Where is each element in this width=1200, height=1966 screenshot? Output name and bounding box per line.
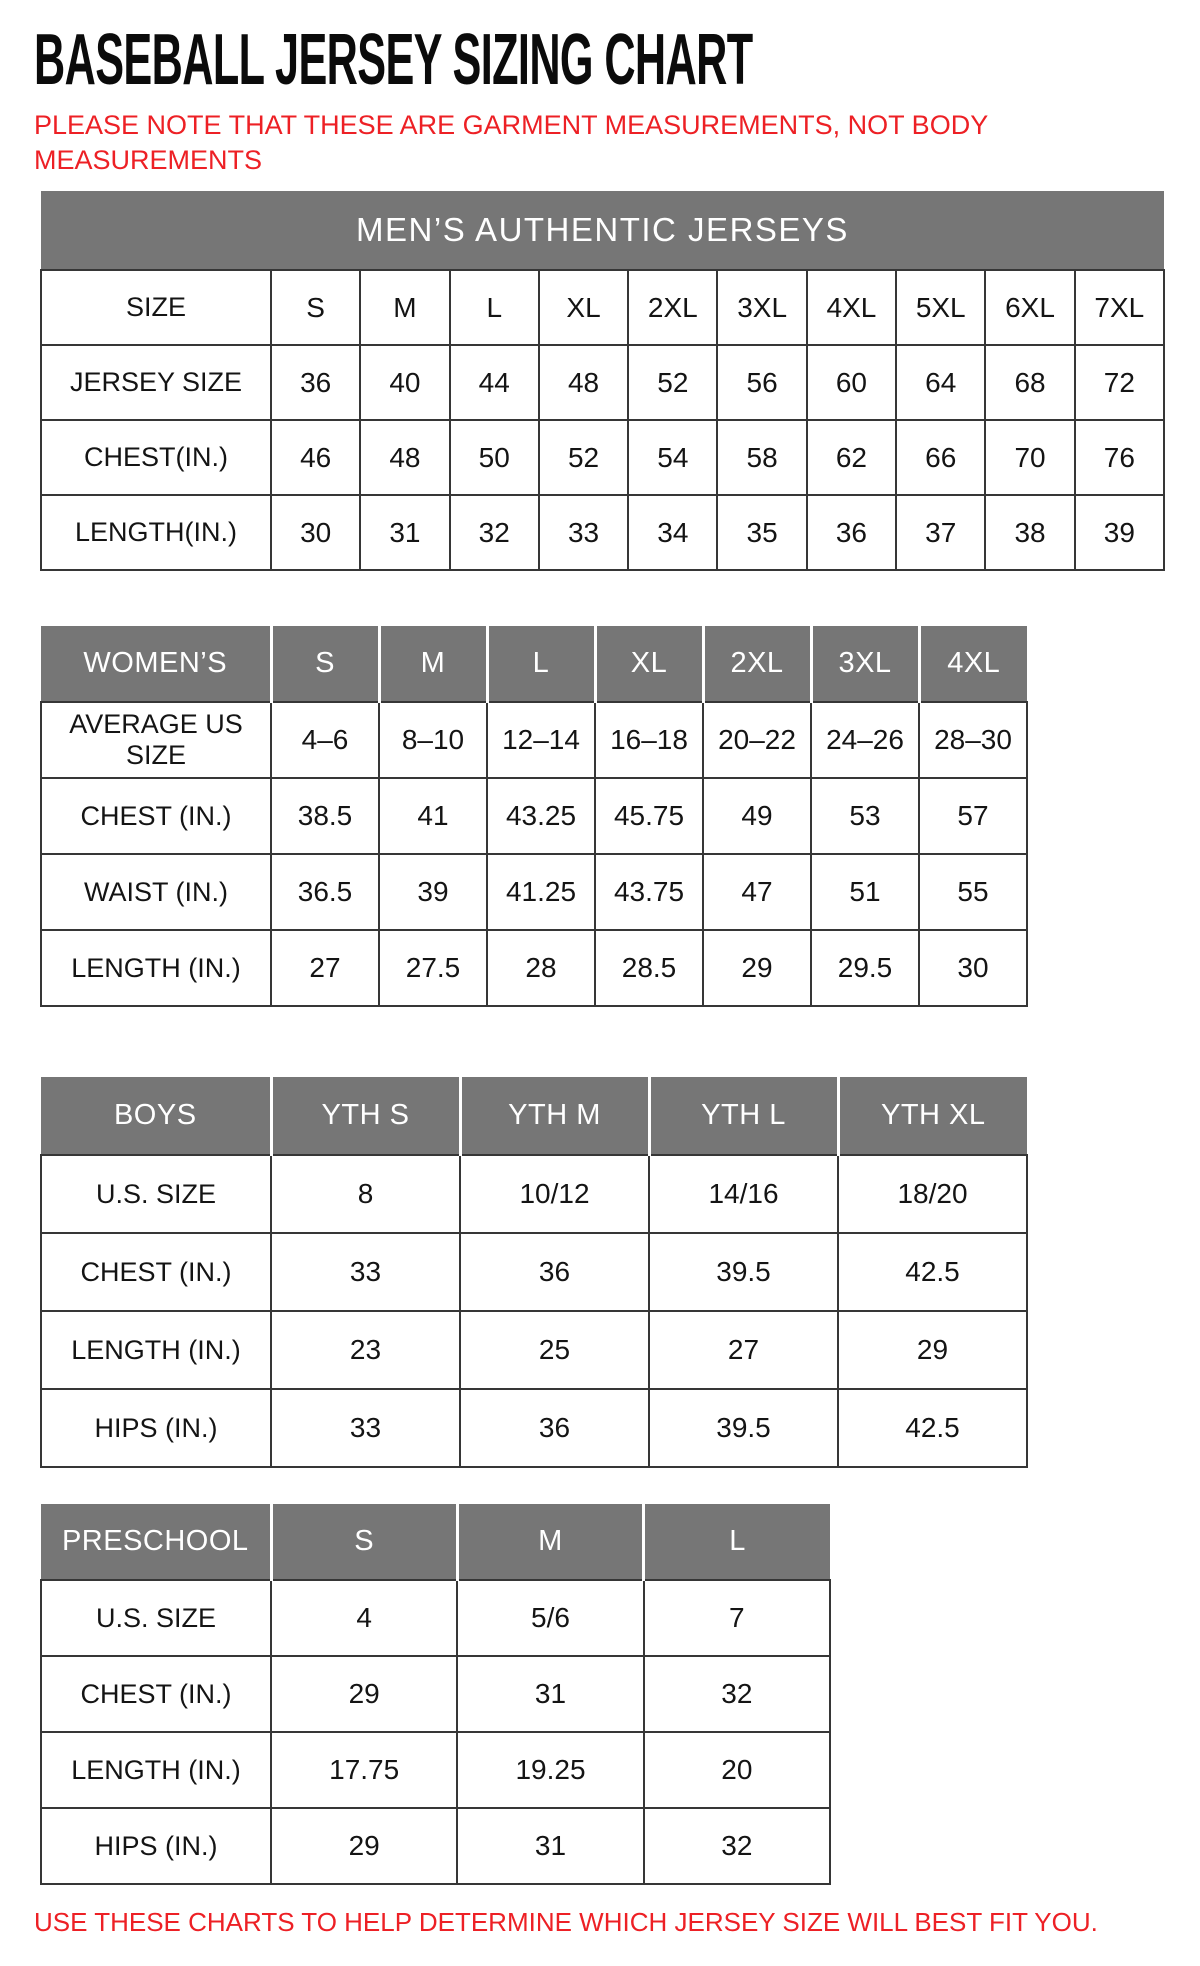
row-label-cell: SIZE <box>41 270 271 345</box>
value-cell: 70 <box>985 420 1074 495</box>
column-header-cell: L <box>487 626 595 702</box>
value-cell: 36 <box>271 345 360 420</box>
row-label-cell: CHEST (IN.) <box>41 1233 271 1311</box>
table-header-row <box>41 626 1027 702</box>
table-row <box>41 495 1164 570</box>
value-cell: 31 <box>360 495 449 570</box>
value-cell: 33 <box>271 1233 460 1311</box>
value-cell: 50 <box>450 420 539 495</box>
value-cell: 17.75 <box>271 1732 457 1808</box>
value-cell: 39.5 <box>649 1389 838 1467</box>
value-cell: 55 <box>919 854 1027 930</box>
value-cell: S <box>271 270 360 345</box>
value-cell: 32 <box>644 1808 830 1884</box>
table-row <box>41 930 1027 1006</box>
value-cell: 51 <box>811 854 919 930</box>
column-header-cell: YTH M <box>460 1077 649 1155</box>
value-cell: 33 <box>539 495 628 570</box>
value-cell: 33 <box>271 1389 460 1467</box>
value-cell: 5/6 <box>457 1580 643 1656</box>
value-cell: 38.5 <box>271 778 379 854</box>
table-row <box>41 702 1027 778</box>
column-header-cell: L <box>644 1504 830 1580</box>
column-header-cell: M <box>457 1504 643 1580</box>
value-cell: 29 <box>271 1656 457 1732</box>
column-header-cell: XL <box>595 626 703 702</box>
table-header-row <box>41 1504 830 1580</box>
value-cell: 34 <box>628 495 717 570</box>
value-cell: 56 <box>717 345 806 420</box>
value-cell: 27 <box>649 1311 838 1389</box>
column-header-cell: YTH S <box>271 1077 460 1155</box>
value-cell: XL <box>539 270 628 345</box>
table-header-label: WOMEN’S <box>41 626 271 702</box>
row-label-cell: AVERAGE US SIZE <box>41 702 271 778</box>
table-row <box>41 1233 1027 1311</box>
value-cell: 32 <box>450 495 539 570</box>
sizing-chart-page <box>0 20 1200 1938</box>
column-header-cell: M <box>379 626 487 702</box>
table-row <box>41 778 1027 854</box>
value-cell: 8 <box>271 1155 460 1233</box>
boys-size-table <box>40 1077 1028 1468</box>
row-label-cell: U.S. SIZE <box>41 1580 271 1656</box>
value-cell: 42.5 <box>838 1389 1027 1467</box>
value-cell: 36 <box>460 1389 649 1467</box>
value-cell: 54 <box>628 420 717 495</box>
value-cell: 29 <box>838 1311 1027 1389</box>
row-label-cell: HIPS (IN.) <box>41 1389 271 1467</box>
table-row <box>41 1155 1027 1233</box>
footer-note: USE THESE CHARTS TO HELP DETERMINE WHICH JERSEY SIZE WILL BEST FIT YOU. <box>34 1907 1098 1938</box>
value-cell: 68 <box>985 345 1074 420</box>
column-header-cell: 3XL <box>811 626 919 702</box>
value-cell: 46 <box>271 420 360 495</box>
column-header-cell: YTH L <box>649 1077 838 1155</box>
value-cell: 66 <box>896 420 985 495</box>
value-cell: 19.25 <box>457 1732 643 1808</box>
table-header-label: PRESCHOOL <box>41 1504 271 1580</box>
value-cell: 64 <box>896 345 985 420</box>
row-label-cell: LENGTH(IN.) <box>41 495 271 570</box>
table-row <box>41 1656 830 1732</box>
value-cell: 43.25 <box>487 778 595 854</box>
value-cell: 28.5 <box>595 930 703 1006</box>
table-row <box>41 345 1164 420</box>
value-cell: 48 <box>539 345 628 420</box>
womens-size-table <box>40 626 1028 1007</box>
value-cell: 38 <box>985 495 1074 570</box>
row-label-cell: CHEST(IN.) <box>41 420 271 495</box>
row-label-cell: LENGTH (IN.) <box>41 1732 271 1808</box>
value-cell: 41.25 <box>487 854 595 930</box>
value-cell: 16–18 <box>595 702 703 778</box>
value-cell: 36 <box>460 1233 649 1311</box>
value-cell: 29 <box>703 930 811 1006</box>
column-header-cell: 4XL <box>919 626 1027 702</box>
value-cell: 29 <box>271 1808 457 1884</box>
womens-sizing-table <box>40 626 1200 1007</box>
value-cell: 39 <box>379 854 487 930</box>
column-header-cell: 2XL <box>703 626 811 702</box>
table-row <box>41 1732 830 1808</box>
value-cell: 43.75 <box>595 854 703 930</box>
value-cell: 49 <box>703 778 811 854</box>
value-cell: 45.75 <box>595 778 703 854</box>
value-cell: 7XL <box>1075 270 1164 345</box>
table-banner-row <box>41 191 1164 270</box>
table-row <box>41 1311 1027 1389</box>
value-cell: 62 <box>807 420 896 495</box>
row-label-cell: LENGTH (IN.) <box>41 930 271 1006</box>
value-cell: 39.5 <box>649 1233 838 1311</box>
row-label-cell: LENGTH (IN.) <box>41 1311 271 1389</box>
value-cell: 40 <box>360 345 449 420</box>
value-cell: 7 <box>644 1580 830 1656</box>
table-header-row <box>41 1077 1027 1155</box>
value-cell: 25 <box>460 1311 649 1389</box>
value-cell: 47 <box>703 854 811 930</box>
value-cell: 72 <box>1075 345 1164 420</box>
value-cell: 52 <box>539 420 628 495</box>
value-cell: 28 <box>487 930 595 1006</box>
value-cell: 28–30 <box>919 702 1027 778</box>
value-cell: 36 <box>807 495 896 570</box>
table-row <box>41 1389 1027 1467</box>
page-title: BASEBALL JERSEY SIZING CHART <box>34 20 753 100</box>
value-cell: 31 <box>457 1656 643 1732</box>
value-cell: 10/12 <box>460 1155 649 1233</box>
value-cell: 35 <box>717 495 806 570</box>
value-cell: 12–14 <box>487 702 595 778</box>
value-cell: 48 <box>360 420 449 495</box>
preschool-sizing-table <box>40 1504 1200 1885</box>
value-cell: 20–22 <box>703 702 811 778</box>
value-cell: 27.5 <box>379 930 487 1006</box>
value-cell: 30 <box>919 930 1027 1006</box>
value-cell: 24–26 <box>811 702 919 778</box>
value-cell: 14/16 <box>649 1155 838 1233</box>
row-label-cell: JERSEY SIZE <box>41 345 271 420</box>
value-cell: 30 <box>271 495 360 570</box>
table-header-label: BOYS <box>41 1077 271 1155</box>
row-label-cell: HIPS (IN.) <box>41 1808 271 1884</box>
value-cell: 76 <box>1075 420 1164 495</box>
column-header-cell: YTH XL <box>838 1077 1027 1155</box>
value-cell: 53 <box>811 778 919 854</box>
value-cell: 4 <box>271 1580 457 1656</box>
value-cell: 8–10 <box>379 702 487 778</box>
value-cell: 18/20 <box>838 1155 1027 1233</box>
value-cell: 29.5 <box>811 930 919 1006</box>
value-cell: 20 <box>644 1732 830 1808</box>
preschool-size-table <box>40 1504 831 1885</box>
table-row <box>41 854 1027 930</box>
row-label-cell: WAIST (IN.) <box>41 854 271 930</box>
value-cell: 23 <box>271 1311 460 1389</box>
value-cell: 57 <box>919 778 1027 854</box>
value-cell: 52 <box>628 345 717 420</box>
table-row <box>41 1808 830 1884</box>
value-cell: 2XL <box>628 270 717 345</box>
value-cell: 31 <box>457 1808 643 1884</box>
table-row <box>41 270 1164 345</box>
value-cell: M <box>360 270 449 345</box>
mens-authentic-jerseys-table <box>40 191 1200 571</box>
value-cell: 41 <box>379 778 487 854</box>
value-cell: 6XL <box>985 270 1074 345</box>
column-header-cell: S <box>271 1504 457 1580</box>
table-row <box>41 420 1164 495</box>
value-cell: 4XL <box>807 270 896 345</box>
value-cell: 3XL <box>717 270 806 345</box>
value-cell: 42.5 <box>838 1233 1027 1311</box>
value-cell: 60 <box>807 345 896 420</box>
garment-measurement-note: PLEASE NOTE THAT THESE ARE GARMENT MEASUREMENTS, NOT BODY MEASUREMENTS <box>34 110 988 175</box>
mens-size-table <box>40 191 1165 571</box>
value-cell: 32 <box>644 1656 830 1732</box>
row-label-cell: CHEST (IN.) <box>41 778 271 854</box>
value-cell: 39 <box>1075 495 1164 570</box>
value-cell: 5XL <box>896 270 985 345</box>
value-cell: 37 <box>896 495 985 570</box>
boys-sizing-table <box>40 1077 1200 1468</box>
row-label-cell: U.S. SIZE <box>41 1155 271 1233</box>
mens-banner: MEN’S AUTHENTIC JERSEYS <box>41 191 1164 270</box>
column-header-cell: S <box>271 626 379 702</box>
value-cell: 27 <box>271 930 379 1006</box>
row-label-cell: CHEST (IN.) <box>41 1656 271 1732</box>
value-cell: 4–6 <box>271 702 379 778</box>
value-cell: 36.5 <box>271 854 379 930</box>
table-row <box>41 1580 830 1656</box>
value-cell: 58 <box>717 420 806 495</box>
value-cell: 44 <box>450 345 539 420</box>
value-cell: L <box>450 270 539 345</box>
